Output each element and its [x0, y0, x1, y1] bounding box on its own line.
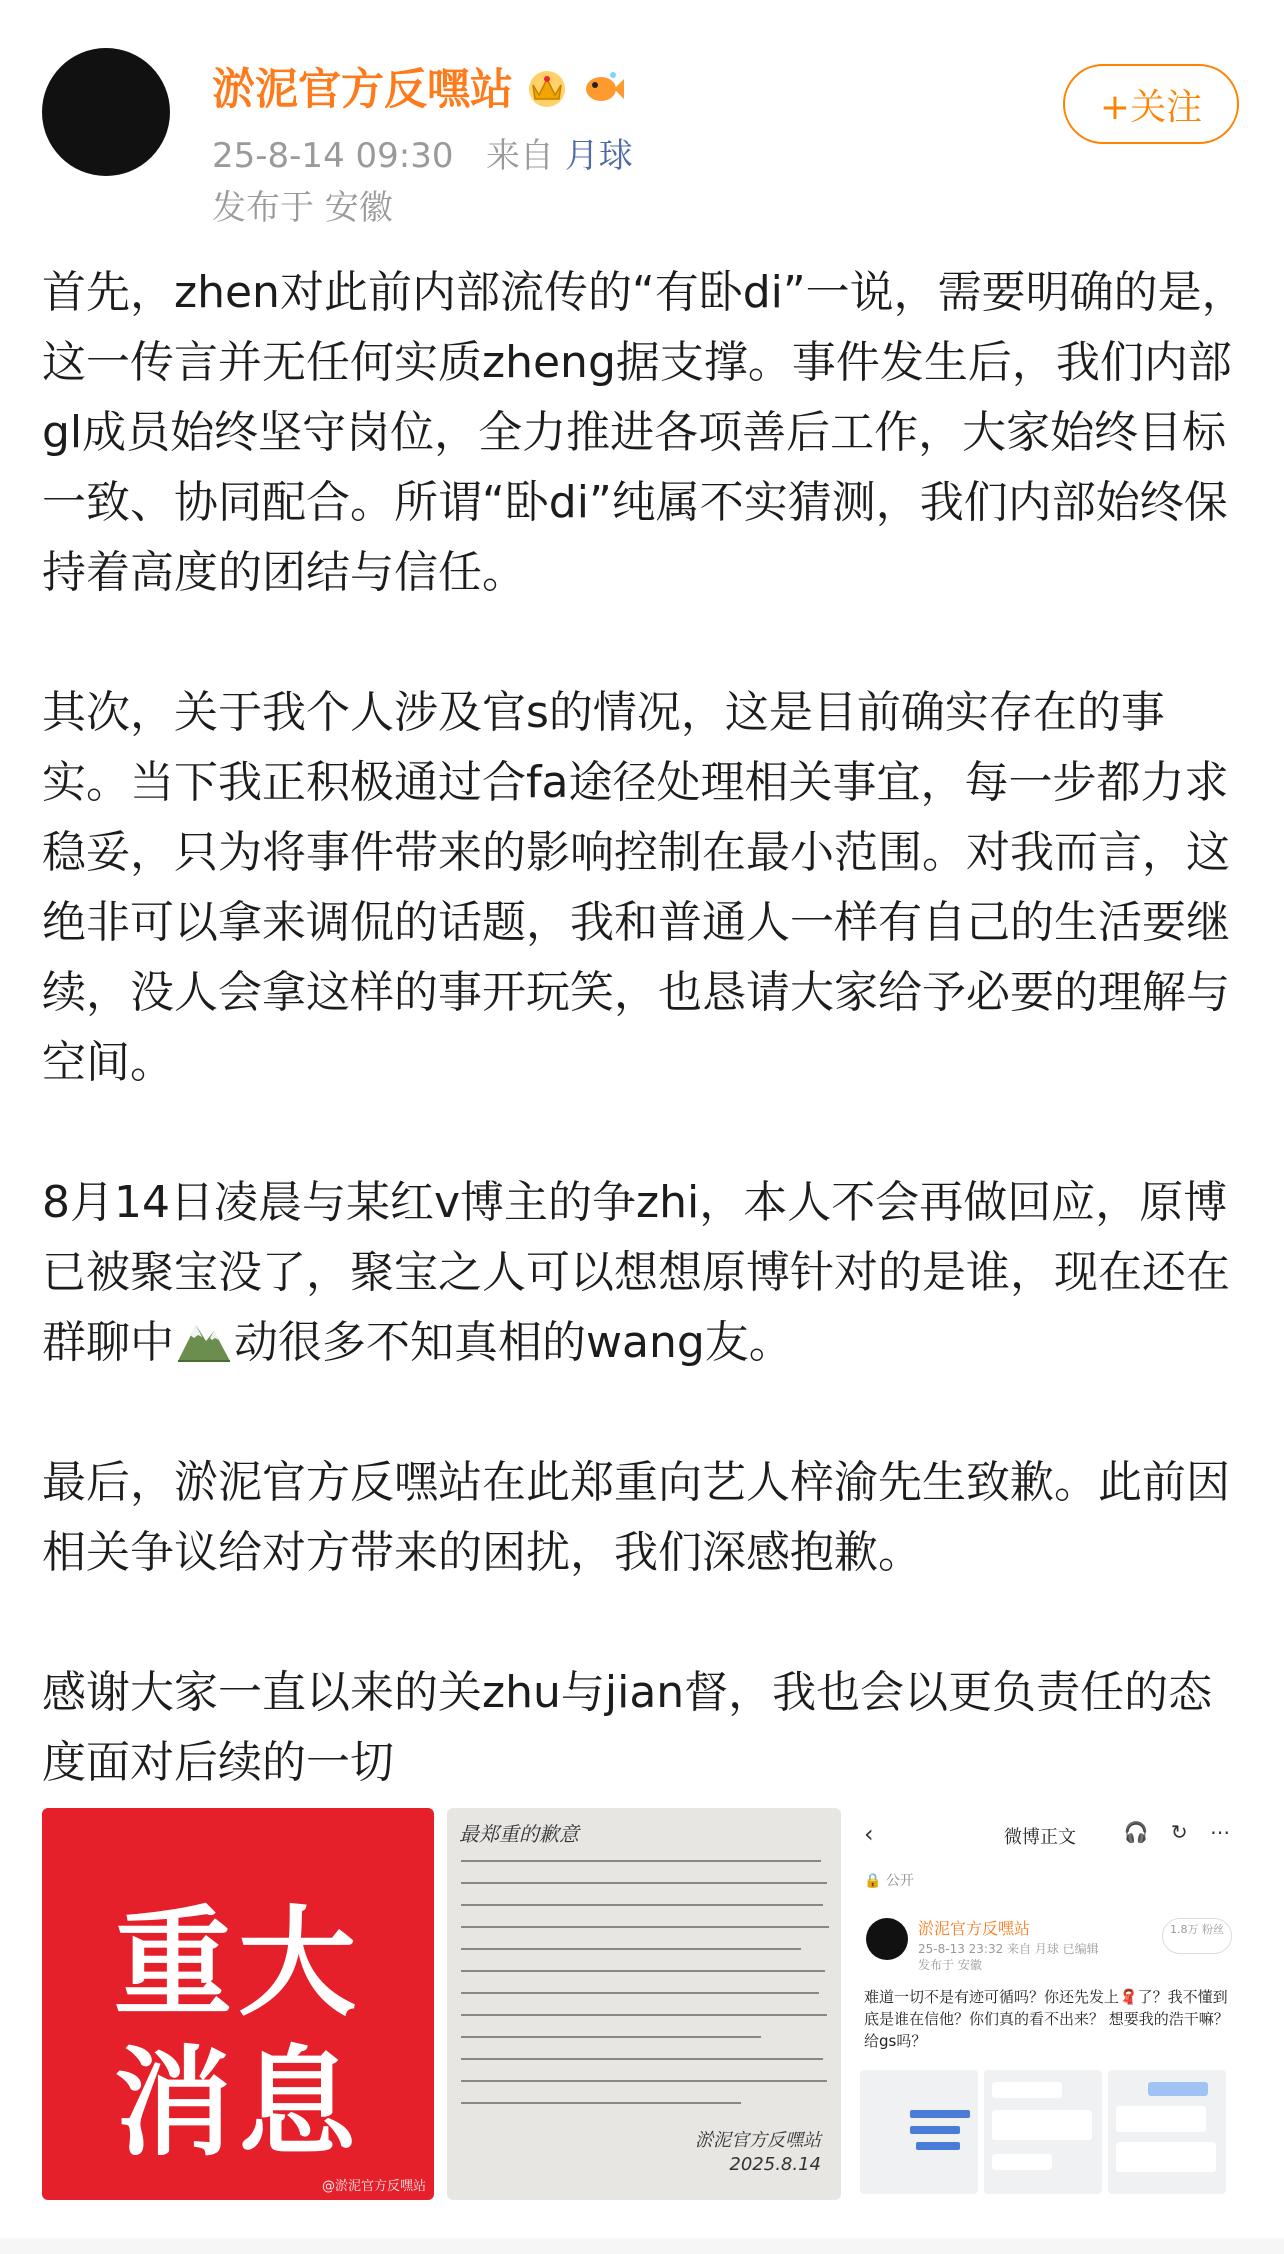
username[interactable]: 淤泥官方反嘿站: [212, 65, 513, 115]
screenshot-meta: 25-8-13 23:32 来自 月球 已编辑: [918, 1942, 1099, 1956]
screenshot-visibility: 🔒 公开: [864, 1873, 914, 1889]
paragraph-4: 最后，淤泥官方反嘿站在此郑重向艺人梓渝先生致歉。此前因相关争议给对方带来的困扰，我们深感抱歉。: [42, 1457, 1230, 1578]
screenshot-toolbar-icons: 🎧 ↻ ⋯: [1123, 1820, 1238, 1844]
post-time: 25-8-14 09:30: [212, 136, 454, 176]
screenshot-chat-thumb: [860, 2070, 978, 2194]
screenshot-avatar: [866, 1918, 908, 1960]
crown-badge-icon: [525, 65, 569, 109]
paragraph-3-text-a: 8月14日凌晨与某红v博主的争zhi，本人不会再做回应，原博已被聚宝没了，聚宝之人可以想想原博针对的是谁，现在还在群聊中: [42, 1177, 1230, 1368]
avatar[interactable]: [42, 48, 170, 176]
image-1-watermark: @淤泥官方反嘿站: [321, 2179, 426, 2194]
handwritten-heading: 最郑重的歉意: [459, 1822, 579, 1846]
post-meta: [212, 128, 633, 177]
screenshot-text: 难道一切不是有迹可循吗？你还先发上🧣了？我不懂到底是谁在信他？你们真的看不出来？ 想要我的浩干嘛？给gs吗？: [864, 1988, 1229, 2050]
source-prefix: 来自: [485, 136, 554, 176]
handwritten-line: [461, 2102, 741, 2104]
handwritten-line: [461, 1992, 819, 1994]
post-location: 发布于 安徽: [212, 188, 393, 228]
username-row[interactable]: [212, 56, 625, 117]
mountain-emoji-icon: [174, 1315, 234, 1365]
handwritten-line: [461, 2014, 827, 2016]
handwritten-line: [461, 1970, 825, 1972]
handwritten-line: [461, 1948, 801, 1950]
source-link[interactable]: 月球: [564, 136, 633, 176]
image-1-line-1: 重大: [113, 1894, 362, 2032]
screenshot-fans-badge: 1.8万 粉丝: [1162, 1918, 1232, 1954]
handwritten-signature: 淤泥官方反嘿站: [695, 2130, 821, 2151]
handwritten-line: [461, 2080, 827, 2082]
screenshot-title: 微博正文: [1004, 1827, 1076, 1848]
image-thumbnail-3[interactable]: [854, 1808, 1248, 2200]
paragraph-3-text-b: 动很多不知真相的wang友。: [234, 1317, 793, 1368]
screenshot-chat-thumb: [1108, 2070, 1226, 2194]
screenshot-chat-thumb: [984, 2070, 1102, 2194]
fish-badge-icon: [581, 65, 625, 109]
screenshot-username: 淤泥官方反嘿站: [918, 1919, 1031, 1938]
paragraph-2: 其次，关于我个人涉及官s的情况，这是目前确实存在的事实。当下我正积极通过合fa途径处理相关事宜，每一步都力求稳妥，只为将事件带来的影响控制在最小范围。对我而言，这绝非可以拿来调侃的话题，我和普通人一样有自己的生活要继续，没人会拿这样的事开玩笑，也恳请大家给予必要的理解与空间。: [42, 687, 1230, 1088]
handwritten-date: 2025.8.14: [729, 2154, 821, 2175]
screenshot-location: 发布于 安徽: [918, 1958, 982, 1972]
handwritten-line: [461, 1860, 821, 1862]
paragraph-1: 首先，zhen对此前内部流传的“有卧di”一说，需要明确的是，这一传言并无任何实质zheng据支撑。事件发生后，我们内部gl成员始终坚守岗位，全力推进各项善后工作，大家始终目标一致、协同配合。所谓“卧di”纯属不实猜测，我们内部始终保持着高度的团结与信任。: [42, 267, 1246, 598]
handwritten-line: [461, 2058, 823, 2060]
handwritten-line: [461, 2036, 761, 2038]
paragraph-5: 感谢大家一直以来的关zhu与jian督，我也会以更负责任的态度面对后续的一切: [42, 1667, 1213, 1788]
post-body: [42, 258, 1252, 1798]
paragraph-3: [42, 1168, 1252, 1378]
image-1-line-2: 消息: [113, 2034, 362, 2172]
follow-button[interactable]: +关注: [1063, 64, 1239, 144]
back-icon: ‹: [864, 1820, 874, 1848]
handwritten-line: [461, 1904, 823, 1906]
handwritten-line: [461, 1882, 827, 1884]
image-thumbnail-2[interactable]: [447, 1808, 841, 2200]
image-thumbnail-1[interactable]: [42, 1808, 434, 2200]
bottom-divider: [0, 2238, 1284, 2254]
handwritten-line: [461, 1926, 829, 1928]
